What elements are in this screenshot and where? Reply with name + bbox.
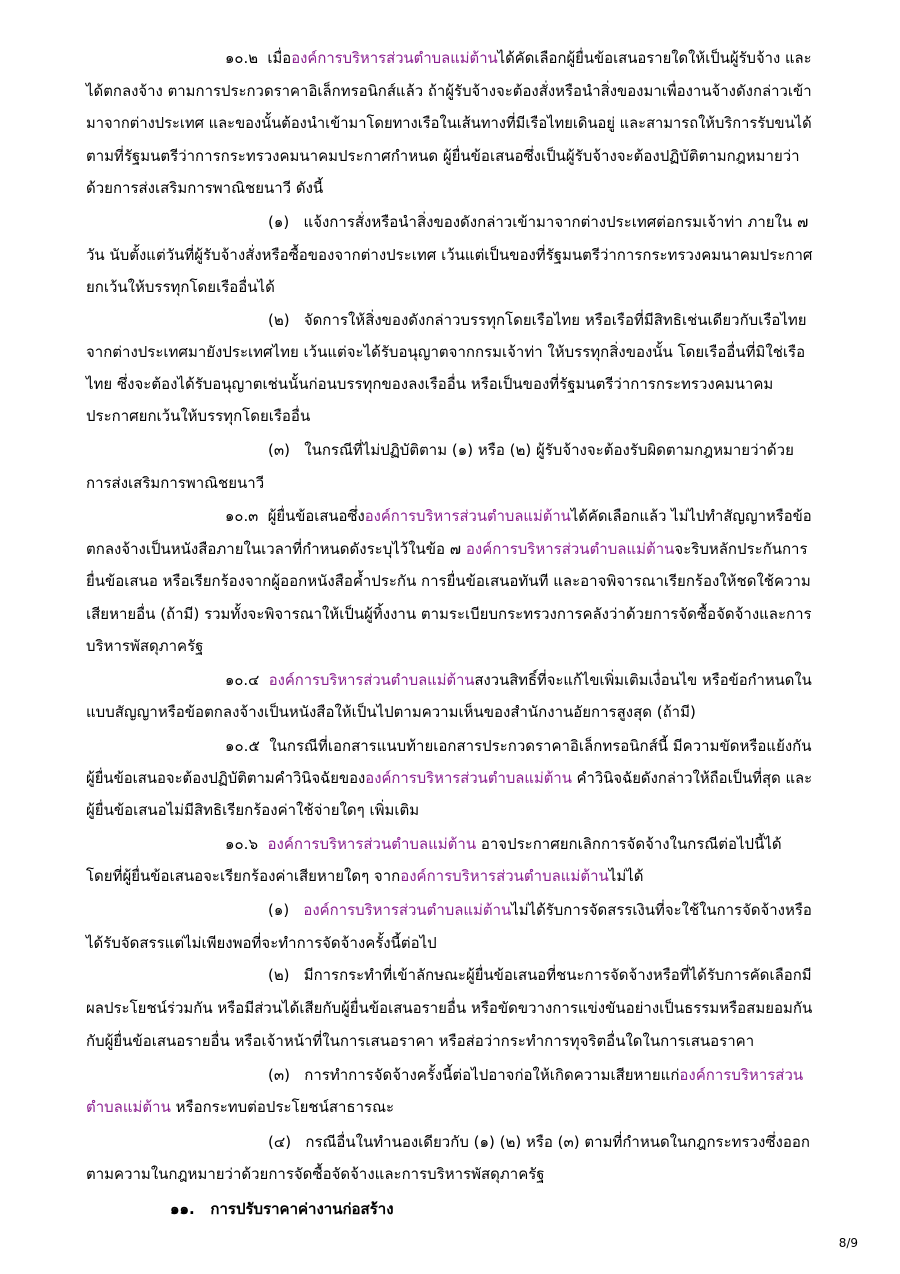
text-line <box>86 406 310 426</box>
text-run: (๑) แจ้งการสั่งหรือนำสิ่งของดังกล่าวเข้ามาจากต่างประเทศต่อกรมเจ้าท่า ภายใน ๗ <box>268 213 809 231</box>
text-run: (๑) <box>268 901 304 919</box>
text-run: ไม่ได้ <box>608 867 644 885</box>
text-run: ผู้ยื่นข้อเสนอไม่มีสิทธิเรียกร้องค่าใช้จ่ายใดๆ เพิ่มเติม <box>86 801 420 819</box>
org-name: องค์การบริหารส่วนตำบลแม่ต้าน <box>291 49 498 67</box>
text-line <box>268 1132 810 1152</box>
text-line <box>86 473 264 493</box>
text-run: ๑๐.๖ <box>225 835 268 853</box>
text-line <box>86 933 437 953</box>
text-line <box>225 736 812 756</box>
text-run: ๑๑. การปรับราคาค่างานก่อสร้าง <box>170 1200 394 1218</box>
org-name: องค์การบริหารส่วนตำบลแม่ต้าน <box>400 867 609 885</box>
text-run: ไม่ได้รับการจัดสรรเงินที่จะใช้ในการจัดจ้างหรือ <box>511 901 812 919</box>
text-line <box>268 900 812 920</box>
text-run: (๔) กรณีอื่นในทำนองเดียวกับ (๑) (๒) หรือ (๓) ตามที่กำหนดในกฎกระทรวงซึ่งออก <box>268 1133 810 1151</box>
text-line <box>86 702 696 722</box>
org-name: องค์การบริหารส่วนตำบลแม่ต้าน <box>465 540 675 558</box>
text-run: แบบสัญญาหรือข้อตกลงจ้างเป็นหนังสือให้เป็นไปตามความเห็นของสำนักงานอัยการสูงสุด (ถ้ามี) <box>86 703 696 721</box>
page-number: 8/9 <box>838 1236 858 1250</box>
text-run: วัน นับตั้งแต่วันที่ผู้รับจ้างสั่งหรือซื้อของจากต่างประเทศ เว้นแต่เป็นของที่รัฐมนตรีว่าการกระทรวงคมนาคมประกาศ <box>86 246 813 264</box>
text-run: ๑๐.๓ ผู้ยื่นข้อเสนอซึ่ง <box>225 507 365 525</box>
text-run: ๑๐.๔ <box>225 671 269 689</box>
text-run: การส่งเสริมการพาณิชยนาวี <box>86 474 265 492</box>
text-run: มาจากต่างประเทศ และของนั้นต้องนำเข้ามาโดยทางเรือในเส้นทางที่มีเรือไทยเดินอยู่ และสามารถให้บริการรับขนได้ <box>86 114 812 132</box>
text-line <box>86 1031 754 1051</box>
text-run: ยื่นข้อเสนอ หรือเรียกร้องจากผู้ออกหนังสือค้ำประกัน การยื่นข้อเสนอทันที และอาจพิจารณาเรียกร้องให้ชดใช้ความ <box>86 572 811 590</box>
text-run: จากต่างประเทศมายังประเทศไทย เว้นแต่จะได้รับอนุญาตจากกรมเจ้าท่า ให้บรรทุกสิ่งของนั้น โดยเรืออื่นที่มิใช่เรือ <box>86 343 806 361</box>
text-line <box>86 768 812 788</box>
text-line <box>86 866 644 886</box>
text-line <box>86 604 812 624</box>
text-line <box>86 1097 394 1117</box>
text-run: ไทย ซึ่งจะต้องได้รับอนุญาตเช่นนั้นก่อนบรรทุกของลงเรืออื่น หรือเป็นของที่รัฐมนตรีว่าการกระทรวงคมนาคม <box>86 375 774 393</box>
text-line <box>86 374 773 394</box>
text-run: ตามที่รัฐมนตรีว่าการกระทรวงคมนาคมประกาศกำหนด ผู้ยื่นข้อเสนอซึ่งเป็นผู้รับจ้างจะต้องปฏิบัติตามกฎหมายว่า <box>86 147 800 165</box>
text-run: (๓) ในกรณีที่ไม่ปฏิบัติตาม (๑) หรือ (๒) ผู้รับจ้างจะต้องรับผิดตามกฎหมายว่าด้วย <box>268 441 794 459</box>
text-run: ได้รับจัดสรรแต่ไม่เพียงพอที่จะทำการจัดจ้างครั้งนี้ต่อไป <box>86 934 437 952</box>
text-line <box>86 113 812 133</box>
text-line <box>86 342 805 362</box>
text-run: ๑๐.๕ ในกรณีที่เอกสารแนบท้ายเอกสารประกวดราคาอิเล็กทรอนิกส์นี้ มีความขัดหรือแย้งกัน <box>225 737 812 755</box>
text-run: ๑๐.๒ เมื่อ <box>225 49 292 67</box>
org-name: องค์การบริหารส่วนตำบลแม่ต้าน <box>365 769 572 787</box>
text-line <box>225 670 812 690</box>
text-line <box>268 965 812 985</box>
text-line <box>86 245 812 265</box>
org-name: องค์การบริหารส่วนตำบลแม่ต้าน <box>267 835 477 853</box>
text-run: บริหารพัสดุภาครัฐ <box>86 637 204 655</box>
text-run: (๒) จัดการให้สิ่งของดังกล่าวบรรทุกโดยเรือไทย หรือเรือที่มีสิทธิเช่นเดียวกับเรือไทย <box>268 311 807 329</box>
text-run: ได้ตกลงจ้าง ตามการประกวดราคาอิเล็กทรอนิกส์แล้ว ถ้าผู้รับจ้างจะต้องสั่งหรือนำสิ่งของมาเพื่องานจ้างดังกล่าวเข้า <box>86 82 812 100</box>
text-line <box>225 506 812 526</box>
org-name: องค์การบริหารส่วนตำบลแม่ต้าน <box>268 671 475 689</box>
text-line <box>86 539 808 559</box>
text-run: คำวินิจฉัยดังกล่าวให้ถือเป็นที่สุด และ <box>571 769 813 787</box>
org-name: องค์การบริหารส่วน <box>679 1066 804 1084</box>
text-line <box>86 571 811 591</box>
text-run: ประกาศยกเว้นให้บรรทุกโดยเรืออื่น <box>86 407 311 425</box>
org-name: องค์การบริหารส่วนตำบลแม่ต้าน <box>303 901 512 919</box>
text-line <box>86 178 323 198</box>
text-run: ผู้ยื่นข้อเสนอจะต้องปฏิบัติตามคำวินิจฉัยของ <box>86 769 366 787</box>
text-run: หรือกระทบต่อประโยชน์สาธารณะ <box>170 1098 395 1116</box>
text-run: ได้คัดเลือกแล้ว ไม่ไปทำสัญญาหรือข้อ <box>570 507 812 525</box>
org-name: ตำบลแม่ต้าน <box>86 1098 171 1116</box>
text-run: กับผู้ยื่นข้อเสนอรายอื่น หรือเจ้าหน้าที่ในการเสนอราคา หรือส่อว่ากระทำการทุจริตอื่นใดในการเสนอราคา <box>86 1032 755 1050</box>
text-line <box>225 834 782 854</box>
text-run: (๒) มีการกระทำที่เข้าลักษณะผู้ยื่นข้อเสนอที่ชนะการจัดจ้างหรือที่ได้รับการคัดเลือกมี <box>268 966 812 984</box>
text-line <box>170 1199 394 1219</box>
text-line <box>86 1164 545 1184</box>
text-run: เสียหายอื่น (ถ้ามี) รวมทั้งจะพิจารณาให้เป็นผู้ทิ้งงาน ตามระเบียบกระทรวงการคลังว่าด้วยการจัดซื้อจัดจ้างและการ <box>86 605 812 623</box>
text-run: ผลประโยชน์ร่วมกัน หรือมีส่วนได้เสียกับผู้ยื่นข้อเสนอรายอื่น หรือขัดขวางการแข่งขันอย่างเป็นธรรมหรือสมยอมกัน <box>86 999 813 1017</box>
text-run: ยกเว้นให้บรรทุกโดยเรืออื่นได้ <box>86 278 275 296</box>
org-name: องค์การบริหารส่วนตำบลแม่ต้าน <box>364 507 571 525</box>
text-run: จะริบหลักประกันการ <box>674 540 808 558</box>
text-line <box>268 310 807 330</box>
text-line <box>86 998 812 1018</box>
text-line <box>225 48 812 68</box>
text-line <box>268 212 808 232</box>
text-run: ตกลงจ้างเป็นหนังสือภายในเวลาที่กำหนดดังระบุไว้ในข้อ ๗ <box>86 540 466 558</box>
text-run: อาจประกาศยกเลิกการจัดจ้างในกรณีต่อไปนี้ได้ <box>476 835 782 853</box>
text-line <box>86 800 419 820</box>
text-run: โดยที่ผู้ยื่นข้อเสนอจะเรียกร้องค่าเสียหายใดๆ จาก <box>86 867 401 885</box>
text-line <box>86 146 800 166</box>
text-run: สงวนสิทธิ์ที่จะแก้ไขเพิ่มเติมเงื่อนไข หรือข้อกำหนดใน <box>474 671 812 689</box>
text-line <box>86 81 812 101</box>
text-line <box>86 277 275 297</box>
text-run: ได้คัดเลือกผู้ยื่นข้อเสนอรายใดให้เป็นผู้รับจ้าง และ <box>497 49 812 67</box>
text-line <box>268 440 794 460</box>
text-run: (๓) การทำการจัดจ้างครั้งนี้ต่อไปอาจก่อให้เกิดความเสียหายแก่ <box>268 1066 680 1084</box>
text-run: ด้วยการส่งเสริมการพาณิชยนาวี ดังนี้ <box>86 179 324 197</box>
text-line <box>86 636 203 656</box>
text-line <box>268 1065 803 1085</box>
text-run: ตามความในกฎหมายว่าด้วยการจัดซื้อจัดจ้างและการบริหารพัสดุภาครัฐ <box>86 1165 545 1183</box>
